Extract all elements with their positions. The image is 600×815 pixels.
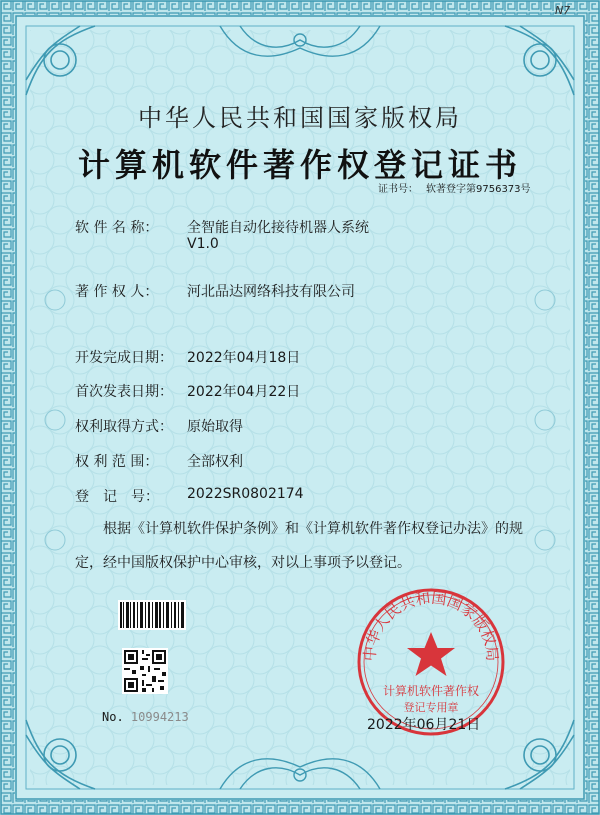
serial-prefix: No. xyxy=(102,710,124,724)
serial-number xyxy=(102,710,189,724)
acquisition-label: 权利取得方式： xyxy=(75,419,173,435)
scope-value: 全部权利 xyxy=(187,454,243,470)
seal-center-line1: 计算机软件著作权 xyxy=(382,684,480,698)
certificate-number-value: 软著登字第9756373号 xyxy=(426,184,531,195)
acquisition-value: 原始取得 xyxy=(187,419,243,435)
software-name-label: 软 件 名 称： xyxy=(75,220,159,236)
seal-ring-text: 中华人民共和国国家版权局 xyxy=(360,588,502,662)
software-version-value: V1.0 xyxy=(187,236,219,252)
copyright-holder-label: 著 作 权 人： xyxy=(75,284,159,300)
copyright-holder-value: 河北品达网络科技有限公司 xyxy=(187,284,355,300)
certificate-number xyxy=(378,180,539,195)
certificate-title: 计算机软件著作权登记证书 xyxy=(77,146,522,184)
issue-date: 2022年06月21日 xyxy=(367,717,481,733)
corner-mark: N7 xyxy=(555,4,571,17)
scope-label: 权 利 范 围： xyxy=(75,454,159,470)
registration-number-value: 2022SR0802174 xyxy=(187,486,304,502)
qr-code xyxy=(122,648,168,694)
registration-number-label: 登 记 号： xyxy=(75,489,159,505)
barcode xyxy=(118,600,186,630)
software-name-value: 全智能自动化接待机器人系统 xyxy=(187,220,369,236)
completion-date-label: 开发完成日期： xyxy=(75,350,173,366)
publish-date-label: 首次发表日期： xyxy=(75,384,173,400)
registration-basis-text: 根据《计算机软件保护条例》和《计算机软件著作权登记办法》的规定，经中国版权保护中心审核，对以上事项予以登记。 xyxy=(75,521,523,571)
completion-date-value: 2022年04月18日 xyxy=(187,350,301,366)
issuer-title: 中华人民共和国国家版权局 xyxy=(138,104,462,132)
seal-center-line2: 登记专用章 xyxy=(403,701,459,714)
publish-date-value: 2022年04月22日 xyxy=(187,384,301,400)
seal-star-icon xyxy=(407,632,455,676)
serial-value: 10994213 xyxy=(130,710,189,724)
certificate-number-label: 证书号： xyxy=(378,184,418,195)
